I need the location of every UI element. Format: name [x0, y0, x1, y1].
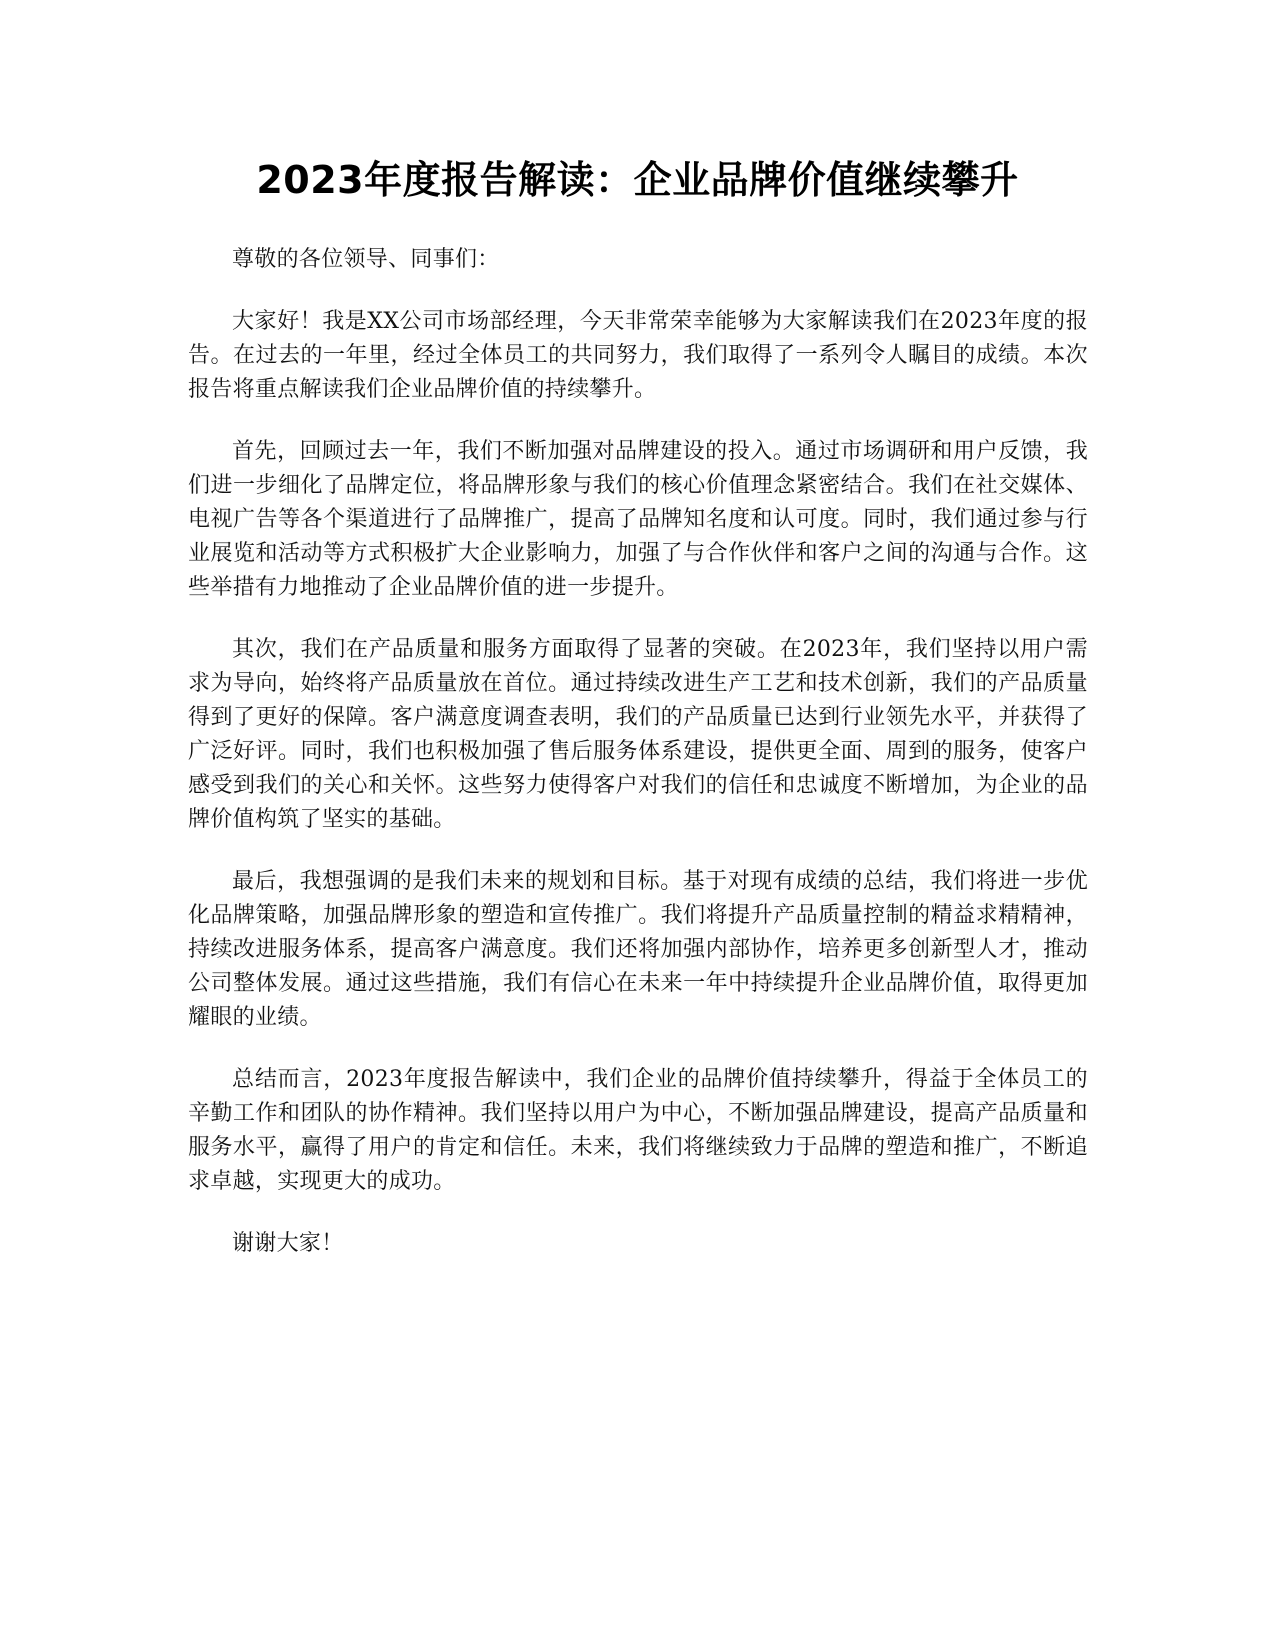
salutation-paragraph: 尊敬的各位领导、同事们： — [232, 247, 500, 272]
document-title: 2023年度报告解读：企业品牌价值继续攀升 — [256, 158, 1019, 202]
quality-service-paragraph: 其次，我们在产品质量和服务方面取得了显著的突破。在2023年，我们坚持以用户需求为导向，始终将产品质量放在首位。通过持续改进生产工艺和技术创新，我们的产品质量得到了更好的保障。客户满意度调查表明，我们的产品质量已达到行业领先水平，并获得了广泛好评。同时，我们也积极加强了售后服务体系建设，提供更全面、周到的服务，使客户感受到我们的关心和关怀。这些努力使得客户对我们的信任和忠诚度不断增加，为企业的品牌价值构筑了坚实的基础。 — [188, 637, 1088, 832]
summary-paragraph: 总结而言，2023年度报告解读中，我们企业的品牌价值持续攀升，得益于全体员工的辛勤工作和团队的协作精神。我们坚持以用户为中心，不断加强品牌建设，提高产品质量和服务水平，赢得了用户的肯定和信任。未来，我们将继续致力于品牌的塑造和推广，不断追求卓越，实现更大的成功。 — [188, 1067, 1088, 1194]
future-plan-paragraph: 最后，我想强调的是我们未来的规划和目标。基于对现有成绩的总结，我们将进一步优化品牌策略，加强品牌形象的塑造和宣传推广。我们将提升产品质量控制的精益求精精神，持续改进服务体系，提高客户满意度。我们还将加强内部协作，培养更多创新型人才，推动公司整体发展。通过这些措施，我们有信心在未来一年中持续提升企业品牌价值，取得更加耀眼的业绩。 — [188, 869, 1088, 1030]
intro-paragraph: 大家好！我是XX公司市场部经理，今天非常荣幸能够为大家解读我们在2023年度的报告。在过去的一年里，经过全体员工的共同努力，我们取得了一系列令人瞩目的成绩。本次报告将重点解读我们企业品牌价值的持续攀升。 — [188, 309, 1088, 402]
document-body — [188, 243, 1088, 1289]
closing-paragraph: 谢谢大家！ — [232, 1231, 344, 1256]
brand-building-paragraph: 首先，回顾过去一年，我们不断加强对品牌建设的投入。通过市场调研和用户反馈，我们进一步细化了品牌定位，将品牌形象与我们的核心价值理念紧密结合。我们在社交媒体、电视广告等各个渠道进行了品牌推广，提高了品牌知名度和认可度。同时，我们通过参与行业展览和活动等方式积极扩大企业影响力，加强了与合作伙伴和客户之间的沟通与合作。这些举措有力地推动了企业品牌价值的进一步提升。 — [188, 439, 1088, 600]
